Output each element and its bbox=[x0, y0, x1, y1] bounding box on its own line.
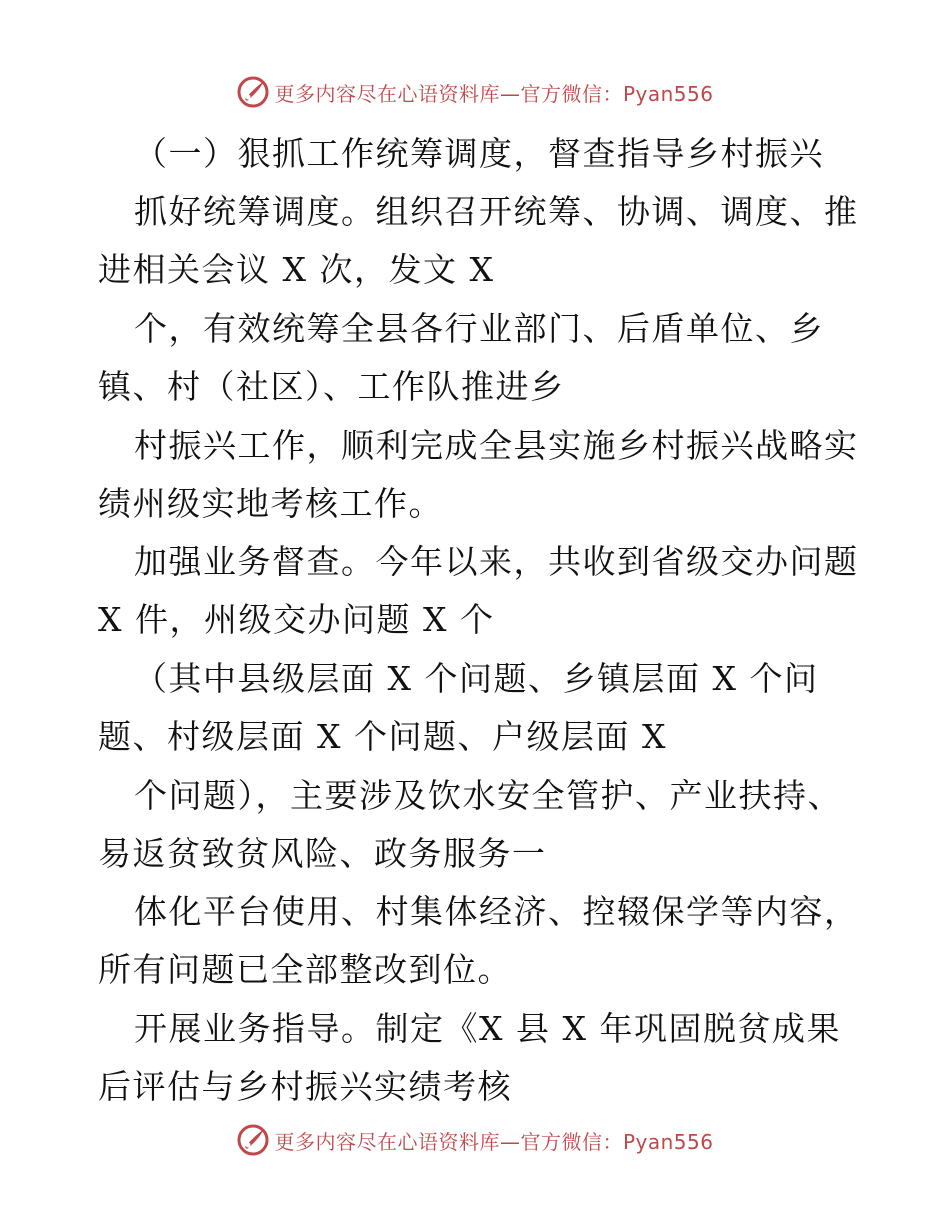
paragraph-line: 村振兴工作，顺利完成全县实施乡村振兴战略实 bbox=[134, 426, 859, 465]
watermark-text: 更多内容尽在心语资料库—官方微信：Pyan556 bbox=[274, 1129, 714, 1154]
paragraph-line: 绩州级实地考核工作。 bbox=[98, 484, 443, 523]
paragraph-line: 体化平台使用、村集体经济、控辍保学等内容， bbox=[134, 892, 859, 931]
quill-seal-logo-icon bbox=[236, 1123, 270, 1157]
paragraph-line: 题、村级层面 X 个问题、户级层面 X bbox=[98, 717, 667, 756]
paragraph-line: 镇、村（社区）、工作队推进乡 bbox=[98, 367, 565, 406]
paragraph-line: X 件，州级交办问题 X 个 bbox=[98, 600, 495, 639]
paragraph-line: 进相关会议 X 次，发文 X bbox=[98, 250, 495, 289]
paragraph-line: 开展业务指导。制定《X 县 X 年巩固脱贫成果 bbox=[134, 1009, 841, 1048]
header-watermark bbox=[0, 72, 950, 112]
paragraph-line: 易返贫致贫风险、政务服务一 bbox=[98, 834, 547, 873]
paragraph-line: 个问题），主要涉及饮水安全管护、产业扶持、 bbox=[134, 776, 842, 815]
paragraph-line: 加强业务督查。今年以来，共收到省级交办问题 bbox=[134, 542, 859, 581]
watermark-text: 更多内容尽在心语资料库—官方微信：Pyan556 bbox=[274, 81, 714, 106]
footer-watermark bbox=[0, 1120, 950, 1160]
quill-seal-logo-icon bbox=[236, 75, 270, 109]
paragraph-line: 抓好统筹调度。组织召开统筹、协调、调度、推 bbox=[134, 192, 859, 231]
section-heading: （一）狠抓工作统筹调度，督查指导乡村振兴 bbox=[134, 134, 824, 173]
paragraph-line: 后评估与乡村振兴实绩考核 bbox=[98, 1067, 512, 1106]
paragraph-line: 所有问题已全部整改到位。 bbox=[98, 950, 512, 989]
paragraph-line: （其中县级层面 X 个问题、乡镇层面 X 个问 bbox=[134, 659, 819, 698]
paragraph-line: 个，有效统筹全县各行业部门、后盾单位、乡 bbox=[134, 309, 824, 348]
